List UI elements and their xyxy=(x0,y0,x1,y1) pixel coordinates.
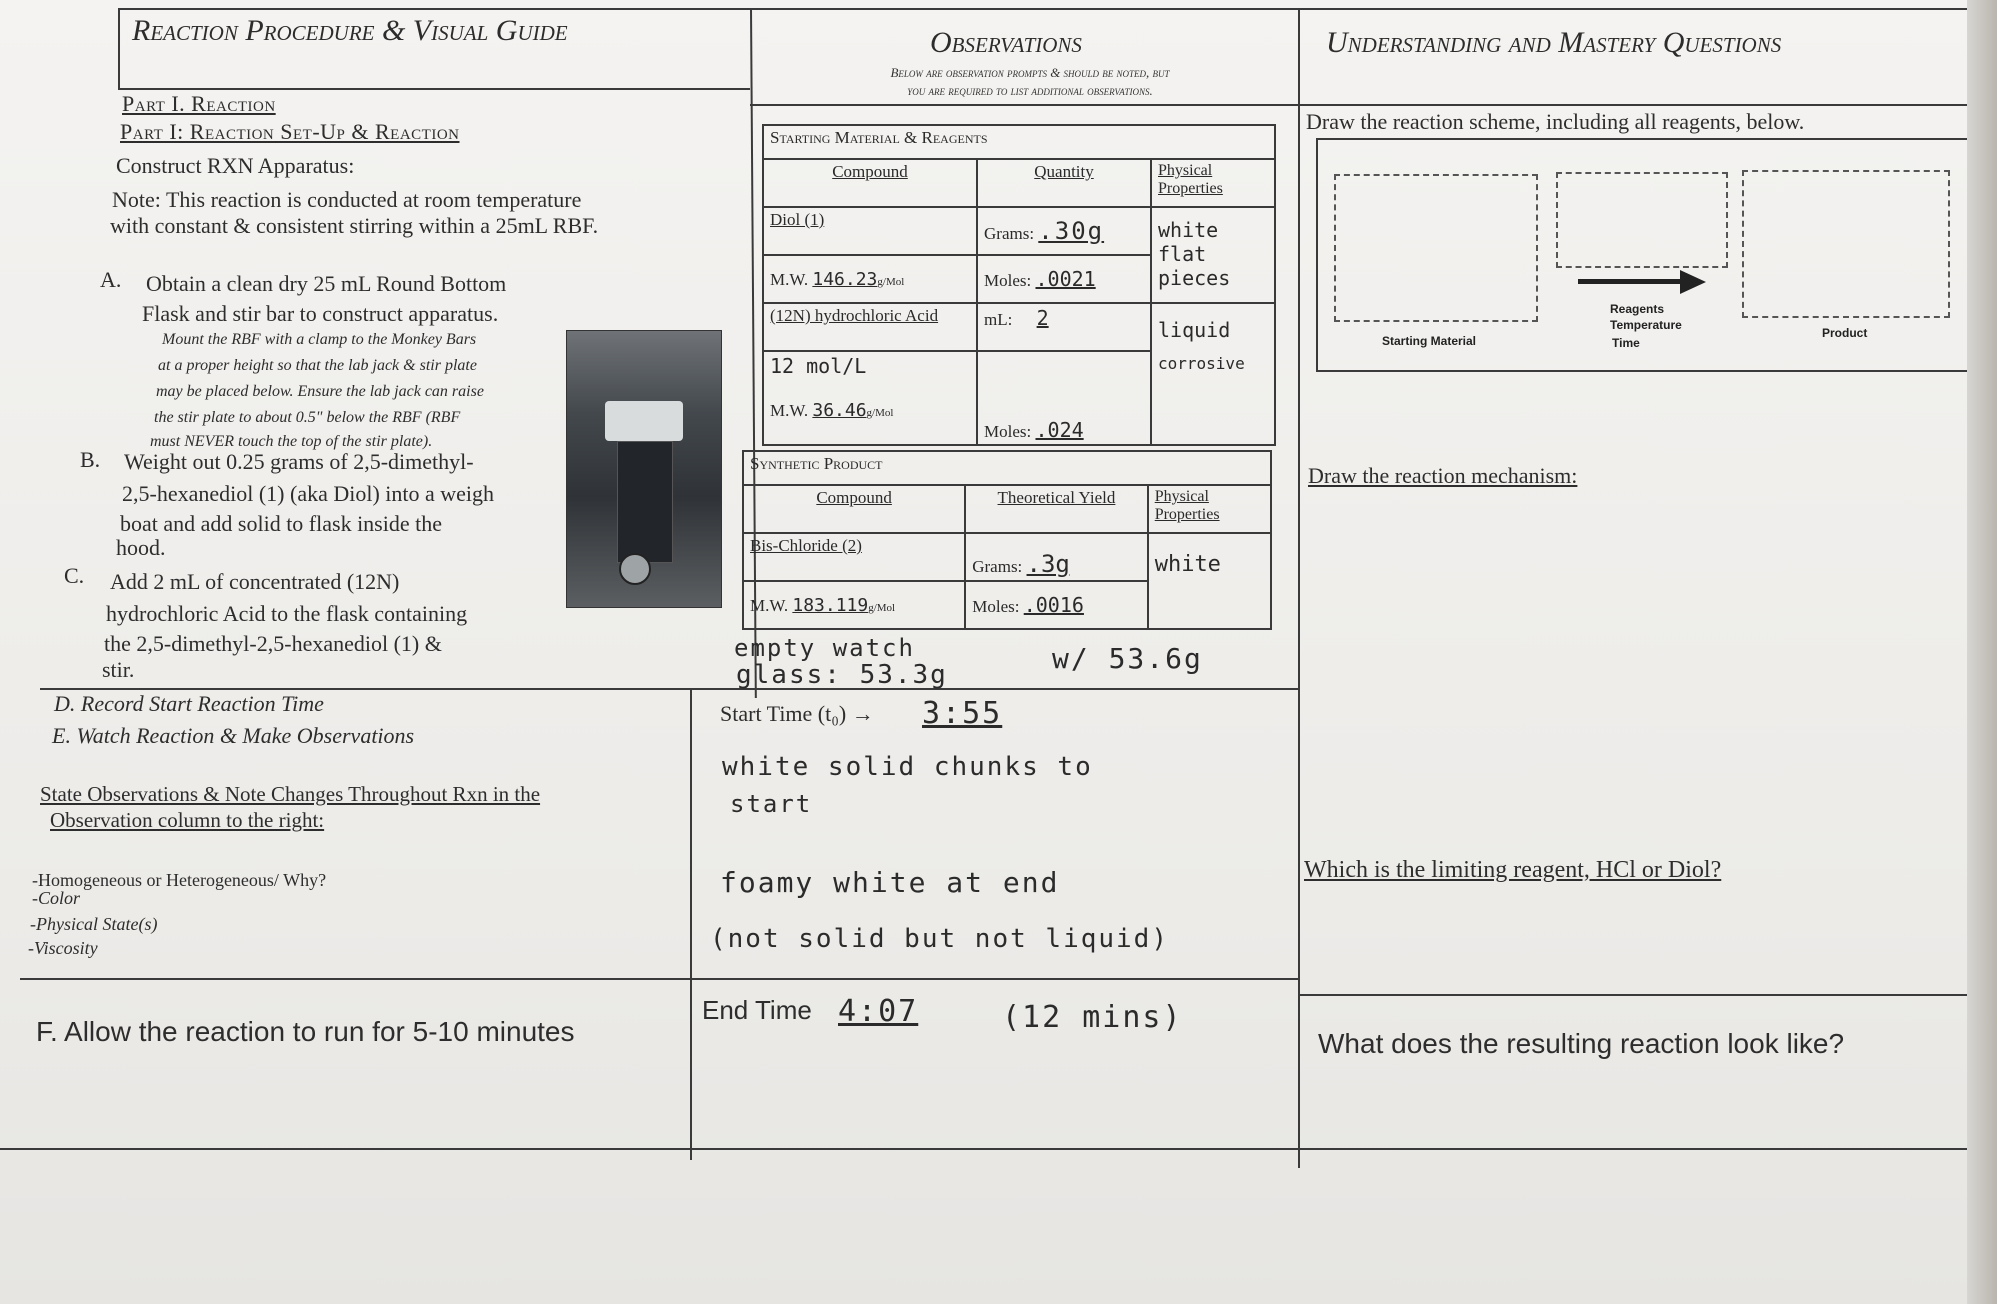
reagents-box xyxy=(1556,172,1728,268)
observation-2-line-1: foamy white at end xyxy=(720,866,1060,899)
hcl-mw-label: M.W. xyxy=(770,401,809,420)
observation-1-line-1: white solid chunks to xyxy=(722,752,1093,782)
diol-moles-cell xyxy=(977,255,1151,303)
product-mw-label: M.W. xyxy=(750,595,789,615)
step-b-line-1: Weight out 0.25 grams of 2,5-dimethyl- xyxy=(124,449,474,474)
product-moles-label: Moles: xyxy=(972,597,1020,616)
product-mw-unit: g/Mol xyxy=(868,601,896,614)
product-props: white xyxy=(1148,533,1271,629)
question-reaction-scheme: Draw the reaction scheme, including all reagents, below. xyxy=(1306,109,1805,134)
product-col-physical-l1: Physical xyxy=(1154,488,1209,505)
product-col-yield: Theoretical Yield xyxy=(965,485,1147,533)
step-b-line-4: hood. xyxy=(116,535,166,560)
reagents-table xyxy=(762,124,1276,446)
step-c-line-3: the 2,5-dimethyl-2,5-hexanediol (1) & xyxy=(104,631,442,656)
product-mw: 183.119 xyxy=(792,594,869,616)
diol-mw-cell xyxy=(763,255,977,303)
bottom-line xyxy=(0,1148,1997,1150)
left-border xyxy=(118,8,120,88)
question-mechanism: Draw the reaction mechanism: xyxy=(1308,463,1578,488)
step-a-detail-5: must NEVER touch the top of the stir plate). xyxy=(150,433,433,450)
step-b-line-3: boat and add solid to flask inside the xyxy=(120,511,442,536)
col-physical xyxy=(1151,159,1275,207)
question-resulting-reaction: What does the resulting reaction look like? xyxy=(1318,1028,1845,1059)
reagents-table-title: Starting Material & Reagents xyxy=(763,125,1275,159)
step-a-line-1: Obtain a clean dry 25 mL Round Bottom xyxy=(146,271,507,296)
divider-procedure-observations-lower xyxy=(690,690,692,1160)
diol-mw-label: M.W. xyxy=(770,269,809,289)
procedure-title: Reaction Procedure & Visual Guide xyxy=(132,14,568,47)
hcl-prop-1: liquid xyxy=(1158,318,1231,342)
hcl-mw-unit: g/Mol xyxy=(866,407,894,419)
product-table xyxy=(742,450,1272,630)
step-b-line-2: 2,5-hexanediol (1) (aka Diol) into a weigh xyxy=(122,481,495,506)
prompt-homogeneous: -Homogeneous or Heterogeneous/ Why? xyxy=(32,870,327,890)
step-b-label: B. xyxy=(80,447,101,472)
watch-glass-with: w/ 53.6g xyxy=(1052,642,1203,675)
step-c-line-1: Add 2 mL of concentrated (12N) xyxy=(110,569,400,594)
observations-title: Observations xyxy=(930,26,1082,59)
hcl-name: (12N) hydrochloric Acid xyxy=(763,303,977,351)
hcl-ml: 2 xyxy=(1036,306,1049,330)
step-a-detail-2: at a proper height so that the lab jack & stir plate xyxy=(158,357,477,374)
hcl-conc: 12 mol/L xyxy=(763,351,977,398)
diol-props xyxy=(1151,207,1275,303)
note-line-1: Note: This reaction is conducted at room temperature xyxy=(112,187,582,212)
stir-knob-shape xyxy=(619,553,651,585)
starting-material-box xyxy=(1334,174,1538,322)
starting-material-label: Starting Material xyxy=(1382,334,1477,348)
hcl-moles-label: Moles: xyxy=(984,422,1032,441)
step-a-detail-3: may be placed below. Ensure the lab jack can raise xyxy=(156,383,484,400)
diol-prop-3: pieces xyxy=(1158,266,1231,290)
col-physical-l1: Physical xyxy=(1158,162,1213,179)
part1-heading: Part I. Reaction xyxy=(122,91,276,116)
product-table-title: Synthetic Product xyxy=(743,451,1271,485)
product-box xyxy=(1742,170,1950,318)
diol-prop-2: flat xyxy=(1158,242,1207,266)
product-label: Product xyxy=(1822,326,1868,340)
product-col-physical xyxy=(1148,485,1271,533)
product-col-physical-l2: Properties xyxy=(1154,506,1220,523)
row-divider-2 xyxy=(20,978,1300,980)
reaction-arrow-icon xyxy=(1680,270,1706,294)
step-a-line-2: Flask and stir bar to construct apparatus. xyxy=(142,301,499,326)
question-limiting-reagent: Which is the limiting reagent, HCl or Diol? xyxy=(1304,857,1722,883)
col-physical-l2: Properties xyxy=(1158,180,1223,197)
start-time-label: Start Time (t₀) → xyxy=(720,701,874,726)
prompt-viscosity: -Viscosity xyxy=(28,938,98,958)
hcl-ml-label: mL: xyxy=(984,310,1013,329)
step-e: E. Watch Reaction & Make Observations xyxy=(52,723,415,748)
hcl-mw-cell xyxy=(763,398,977,445)
product-moles: .0016 xyxy=(1023,593,1084,617)
step-d: D. Record Start Reaction Time xyxy=(54,691,324,716)
product-mw-cell xyxy=(743,581,965,629)
diol-prop-1: white xyxy=(1158,218,1219,242)
part1-setup-heading: Part I: Reaction Set-Up & Reaction xyxy=(120,119,460,144)
hcl-moles: .024 xyxy=(1035,418,1084,442)
product-grams: .3g xyxy=(1026,550,1070,578)
step-a-label: A. xyxy=(100,267,122,292)
state-observations-line-1: State Observations & Note Changes Throughout Rxn in the xyxy=(40,782,541,806)
observation-2-line-2: (not solid but not liquid) xyxy=(710,924,1169,954)
end-time-note: (12 mins) xyxy=(1002,1000,1183,1035)
time-label: Time xyxy=(1612,336,1640,350)
mastery-title: Understanding and Mastery Questions xyxy=(1326,26,1782,59)
lab-jack-shape xyxy=(617,441,673,563)
note-line-2: with constant & consistent stirring within a 25mL RBF. xyxy=(110,213,599,238)
mastery-header-line xyxy=(1298,104,1978,106)
diol-mw-unit: g/Mol xyxy=(877,275,905,288)
step-f: F. Allow the reaction to run for 5-10 minutes xyxy=(36,1016,575,1047)
diol-moles-label: Moles: xyxy=(984,271,1032,290)
row-divider-2b xyxy=(1298,994,1978,996)
step-a-detail-4: the stir plate to about 0.5" below the RBF (RBF xyxy=(154,409,461,426)
end-time-label: End Time xyxy=(702,995,812,1025)
construct-label: Construct RXN Apparatus: xyxy=(116,153,355,178)
col-compound: Compound xyxy=(763,159,977,207)
temperature-label: Temperature xyxy=(1610,318,1682,332)
col-quantity: Quantity xyxy=(977,159,1151,207)
product-name: Bis-Chloride (2) xyxy=(743,533,965,581)
diol-grams-cell xyxy=(977,207,1151,255)
background-edge xyxy=(1967,0,1997,1304)
step-c-line-2: hydrochloric Acid to the flask containing xyxy=(106,601,468,626)
reaction-arrow-shaft xyxy=(1578,279,1688,284)
product-moles-cell xyxy=(965,581,1147,629)
diol-grams-label: Grams: xyxy=(984,224,1035,243)
hcl-moles-cell xyxy=(977,351,1151,445)
reagents-label: Reagents xyxy=(1610,302,1665,316)
observations-header-line xyxy=(750,104,1298,106)
start-time-value: 3:55 xyxy=(922,696,1003,731)
hcl-prop-2: corrosive xyxy=(1158,354,1245,373)
observations-subtitle-2: you are required to list additional observations. xyxy=(907,83,1153,98)
stir-plate-shape xyxy=(605,401,683,441)
watch-glass-note-1: empty watch xyxy=(734,634,915,662)
prompt-color: -Color xyxy=(32,888,81,908)
prompt-physical-state: -Physical State(s) xyxy=(30,914,158,934)
hcl-mw: 36.46 xyxy=(812,400,867,421)
end-time-value: 4:07 xyxy=(838,994,919,1029)
watch-glass-note-2: glass: 53.3g xyxy=(736,660,948,690)
step-a-detail-1: Mount the RBF with a clamp to the Monkey Bars xyxy=(162,331,477,348)
observation-1-line-2: start xyxy=(730,790,813,818)
diol-grams: .30g xyxy=(1038,217,1105,245)
apparatus-photo xyxy=(566,330,722,608)
state-observations-line-2: Observation column to the right: xyxy=(50,808,325,832)
diol-moles: .0021 xyxy=(1035,267,1096,291)
step-c-label: C. xyxy=(64,563,85,588)
hcl-props xyxy=(1151,303,1275,445)
diol-mw: 146.23 xyxy=(812,268,878,290)
hcl-ml-cell xyxy=(977,303,1151,351)
observations-subtitle-1: Below are observation prompts & should be noted, but xyxy=(890,65,1170,80)
diol-name: Diol (1) xyxy=(763,207,977,255)
step-c-line-4: stir. xyxy=(102,657,135,682)
top-border xyxy=(118,8,1980,10)
product-col-compound: Compound xyxy=(743,485,965,533)
product-grams-label: Grams: xyxy=(972,557,1023,576)
product-grams-cell xyxy=(965,533,1147,581)
